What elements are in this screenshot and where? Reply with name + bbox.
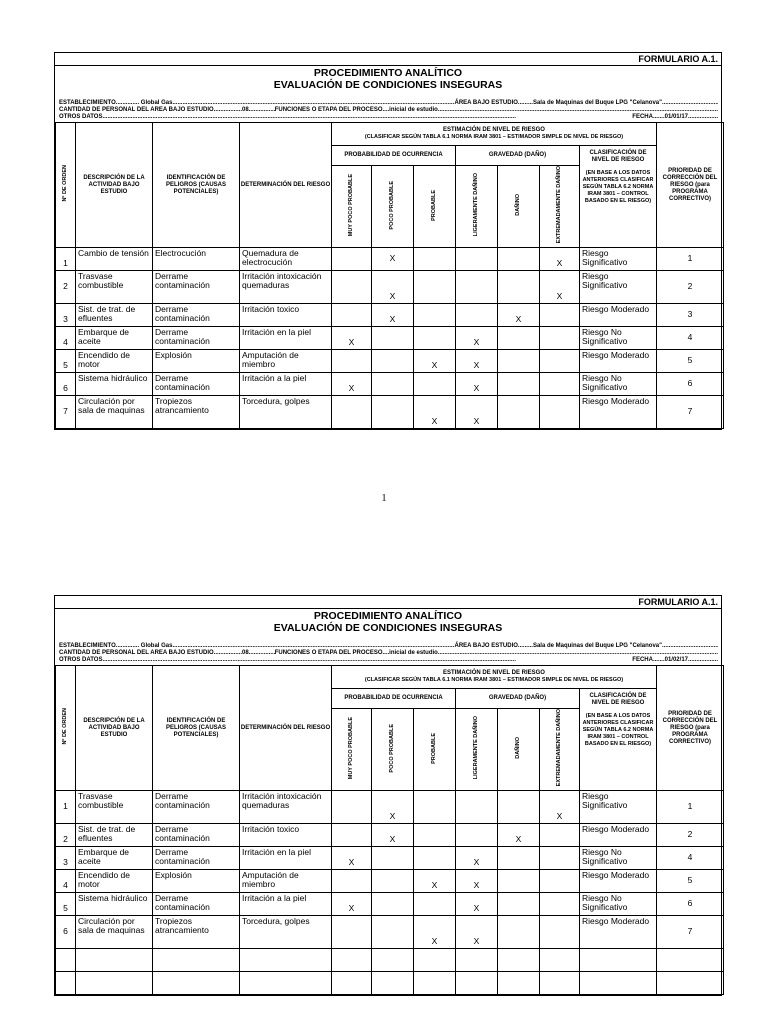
form-titles — [55, 66, 721, 91]
form-subtitle: EVALUACIÓN DE CONDICIONES INSEGURAS — [273, 79, 503, 91]
header-prioridad: PRIORIDAD DE CORRECCIÓN DEL RIESGO (para PROGRAMA CORRECTIVO) — [657, 123, 724, 247]
form-meta — [55, 91, 721, 122]
header-muy-poco-probable: MUY POCO PROBABLE — [332, 709, 372, 790]
header-probabilidad: PROBABILIDAD DE OCURRENCIA — [332, 689, 456, 709]
header-extremadamente-danino: EXTREMADAMENTE DAÑINO — [540, 709, 580, 790]
header-identificacion: IDENTIFICACIÓN DE PELIGROS (CAUSAS POTENCIALES) — [153, 123, 240, 247]
table-row: 5 Sistema hidráulico Derrame contaminación Irritación a la piel X X Riesgo No Significativo 6 — [56, 892, 724, 915]
meta-personal: CANTIDAD DE PERSONAL DEL AREA BAJO ESTUDIO.................08 — [59, 649, 249, 656]
table-row: 3 Sist. de trat. de efluentes Derrame contaminación Irritación toxico X X Riesgo Moderado 3 — [56, 303, 724, 326]
meta-establecimiento: ESTABLECIMIENTO.............. Global Gas — [59, 100, 173, 106]
form-1 — [54, 52, 722, 430]
form-subtitle: EVALUACIÓN DE CONDICIONES INSEGURAS — [273, 622, 503, 634]
table-row: 1 Trasvase combustible Derrame contaminación Irritación intoxicación quemaduras X X Riesgo Significativo 1 — [56, 790, 724, 823]
meta-otros: OTROS DATOS — [59, 656, 103, 663]
meta-personal: CANTIDAD DE PERSONAL DEL AREA BAJO ESTUDIO.................08 — [59, 106, 249, 113]
header-muy-poco-probable: MUY POCO PROBABLE — [332, 166, 372, 247]
header-orden: Nº DE ORDEN — [56, 666, 76, 790]
form-meta — [55, 634, 721, 665]
header-poco-probable: POCO PROBABLE — [372, 709, 414, 790]
header-prioridad: PRIORIDAD DE CORRECCIÓN DEL RIESGO (para PROGRAMA CORRECTIVO) — [657, 666, 724, 790]
form-2 — [54, 595, 722, 996]
meta-otros: OTROS DATOS — [59, 113, 103, 120]
table-row: 6 Circulación por sala de maquinas Tropiezos atrancamiento Torcedura, golpes X X Riesgo Moderado 7 — [56, 915, 724, 948]
header-descripcion: DESCRIPCIÓN DE LA ACTIVIDAD BAJO ESTUDIO — [76, 123, 153, 247]
table-row: 6 Sistema hidráulico Derrame contaminación Irritación a la piel X X Riesgo No Significativo 6 — [56, 372, 724, 395]
header-estimacion: ESTIMACIÓN DE NIVEL DE RIESGO (CLASIFICAR SEGÚN TABLA 6.1 NORMA IRAM 3801 – ESTIMADOR SIMPLE DE NIVEL DE RIESGO) — [332, 666, 657, 689]
table-row: 5 Encendido de motor Explosión Amputación de miembro X X Riesgo Moderado 5 — [56, 349, 724, 372]
form-id: FORMULARIO A.1. — [55, 596, 721, 609]
table-row: 7 Circulación por sala de maquinas Tropiezos atrancamiento Torcedura, golpes X X Riesgo Moderado 7 — [56, 395, 724, 428]
table-row-empty — [56, 971, 724, 994]
table-row: 4 Encendido de motor Explosión Amputación de miembro X X Riesgo Moderado 5 — [56, 869, 724, 892]
meta-funciones: FUNCIONES O ETAPA DEL PROCESO....inicial de estudio — [274, 106, 438, 113]
header-identificacion: IDENTIFICACIÓN DE PELIGROS (CAUSAS POTENCIALES) — [153, 666, 240, 790]
meta-establecimiento: ESTABLECIMIENTO.............. Global Gas — [59, 643, 173, 649]
table-row: 4 Embarque de aceite Derrame contaminación Irritación en la piel X X Riesgo No Significativo 4 — [56, 326, 724, 349]
risk-table — [55, 665, 724, 994]
header-ligeramente-danino: LIGERAMENTE DAÑINO — [456, 709, 498, 790]
header-orden: Nº DE ORDEN — [56, 123, 76, 247]
form-titles — [55, 609, 721, 634]
header-clasificacion: CLASIFICACIÓN DE NIVEL DE RIESGO (EN BASE A LOS DATOS ANTERIORES CLASIFICAR SEGÚN TABLA 6.2 NORMA IRAM 3801 – CONTROL BASADO EN EL RIESGO) — [580, 146, 657, 247]
meta-fecha: FECHA.......01/01/17 — [632, 113, 688, 120]
header-gravedad: GRAVEDAD (DAÑO) — [456, 689, 580, 709]
header-estimacion: ESTIMACIÓN DE NIVEL DE RIESGO (CLASIFICAR SEGÚN TABLA 6.1 NORMA IRAM 3801 – ESTIMADOR SIMPLE DE NIVEL DE RIESGO) — [332, 123, 657, 146]
header-danino: DAÑINO — [498, 709, 540, 790]
header-clasificacion: CLASIFICACIÓN DE NIVEL DE RIESGO (EN BASE A LOS DATOS ANTERIORES CLASIFICAR SEGÚN TABLA 6.2 NORMA IRAM 3801 – CONTROL BASADO EN EL RIESGO) — [580, 689, 657, 790]
meta-funciones: FUNCIONES O ETAPA DEL PROCESO....inicial de estudio — [274, 649, 438, 656]
meta-fecha: FECHA.......01/02/17 — [632, 656, 688, 663]
page-number: 1 — [381, 493, 387, 504]
header-poco-probable: POCO PROBABLE — [372, 166, 414, 247]
header-probable: PROBABLE — [414, 709, 456, 790]
header-ligeramente-danino: LIGERAMENTE DAÑINO — [456, 166, 498, 247]
header-danino: DAÑINO — [498, 166, 540, 247]
risk-table — [55, 122, 724, 428]
form-title: PROCEDIMIENTO ANALÍTICO — [313, 610, 463, 622]
header-gravedad: GRAVEDAD (DAÑO) — [456, 146, 580, 166]
header-probable: PROBABLE — [414, 166, 456, 247]
table-row-empty — [56, 948, 724, 971]
form-title: PROCEDIMIENTO ANALÍTICO — [313, 67, 463, 79]
table-row: 2 Sist. de trat. de efluentes Derrame contaminación Irritación toxico X X Riesgo Moderado 2 — [56, 823, 724, 846]
meta-area: ÁREA BAJO ESTUDIO.........Sala de Maquinas del Buque LPG "Celanova" — [454, 100, 662, 106]
table-row: 1 Cambio de tensión Electrocución Quemadura de electrocución X X Riesgo Significativo 1 — [56, 247, 724, 270]
header-determinacion: DETERMINACIÓN DEL RIESGO — [240, 666, 332, 790]
table-row: 2 Trasvase combustible Derrame contaminación Irritación intoxicación quemaduras X X Riesgo Significativo 2 — [56, 270, 724, 303]
header-extremadamente-danino: EXTREMADAMENTE DAÑINO — [540, 166, 580, 247]
header-determinacion: DETERMINACIÓN DEL RIESGO — [240, 123, 332, 247]
header-probabilidad: PROBABILIDAD DE OCURRENCIA — [332, 146, 456, 166]
meta-area: ÁREA BAJO ESTUDIO.........Sala de Maquinas del Buque LPG "Celanova" — [454, 643, 662, 649]
form-id: FORMULARIO A.1. — [55, 53, 721, 66]
table-row: 3 Embarque de aceite Derrame contaminación Irritación en la piel X X Riesgo No Significativo 4 — [56, 846, 724, 869]
header-descripcion: DESCRIPCIÓN DE LA ACTIVIDAD BAJO ESTUDIO — [76, 666, 153, 790]
